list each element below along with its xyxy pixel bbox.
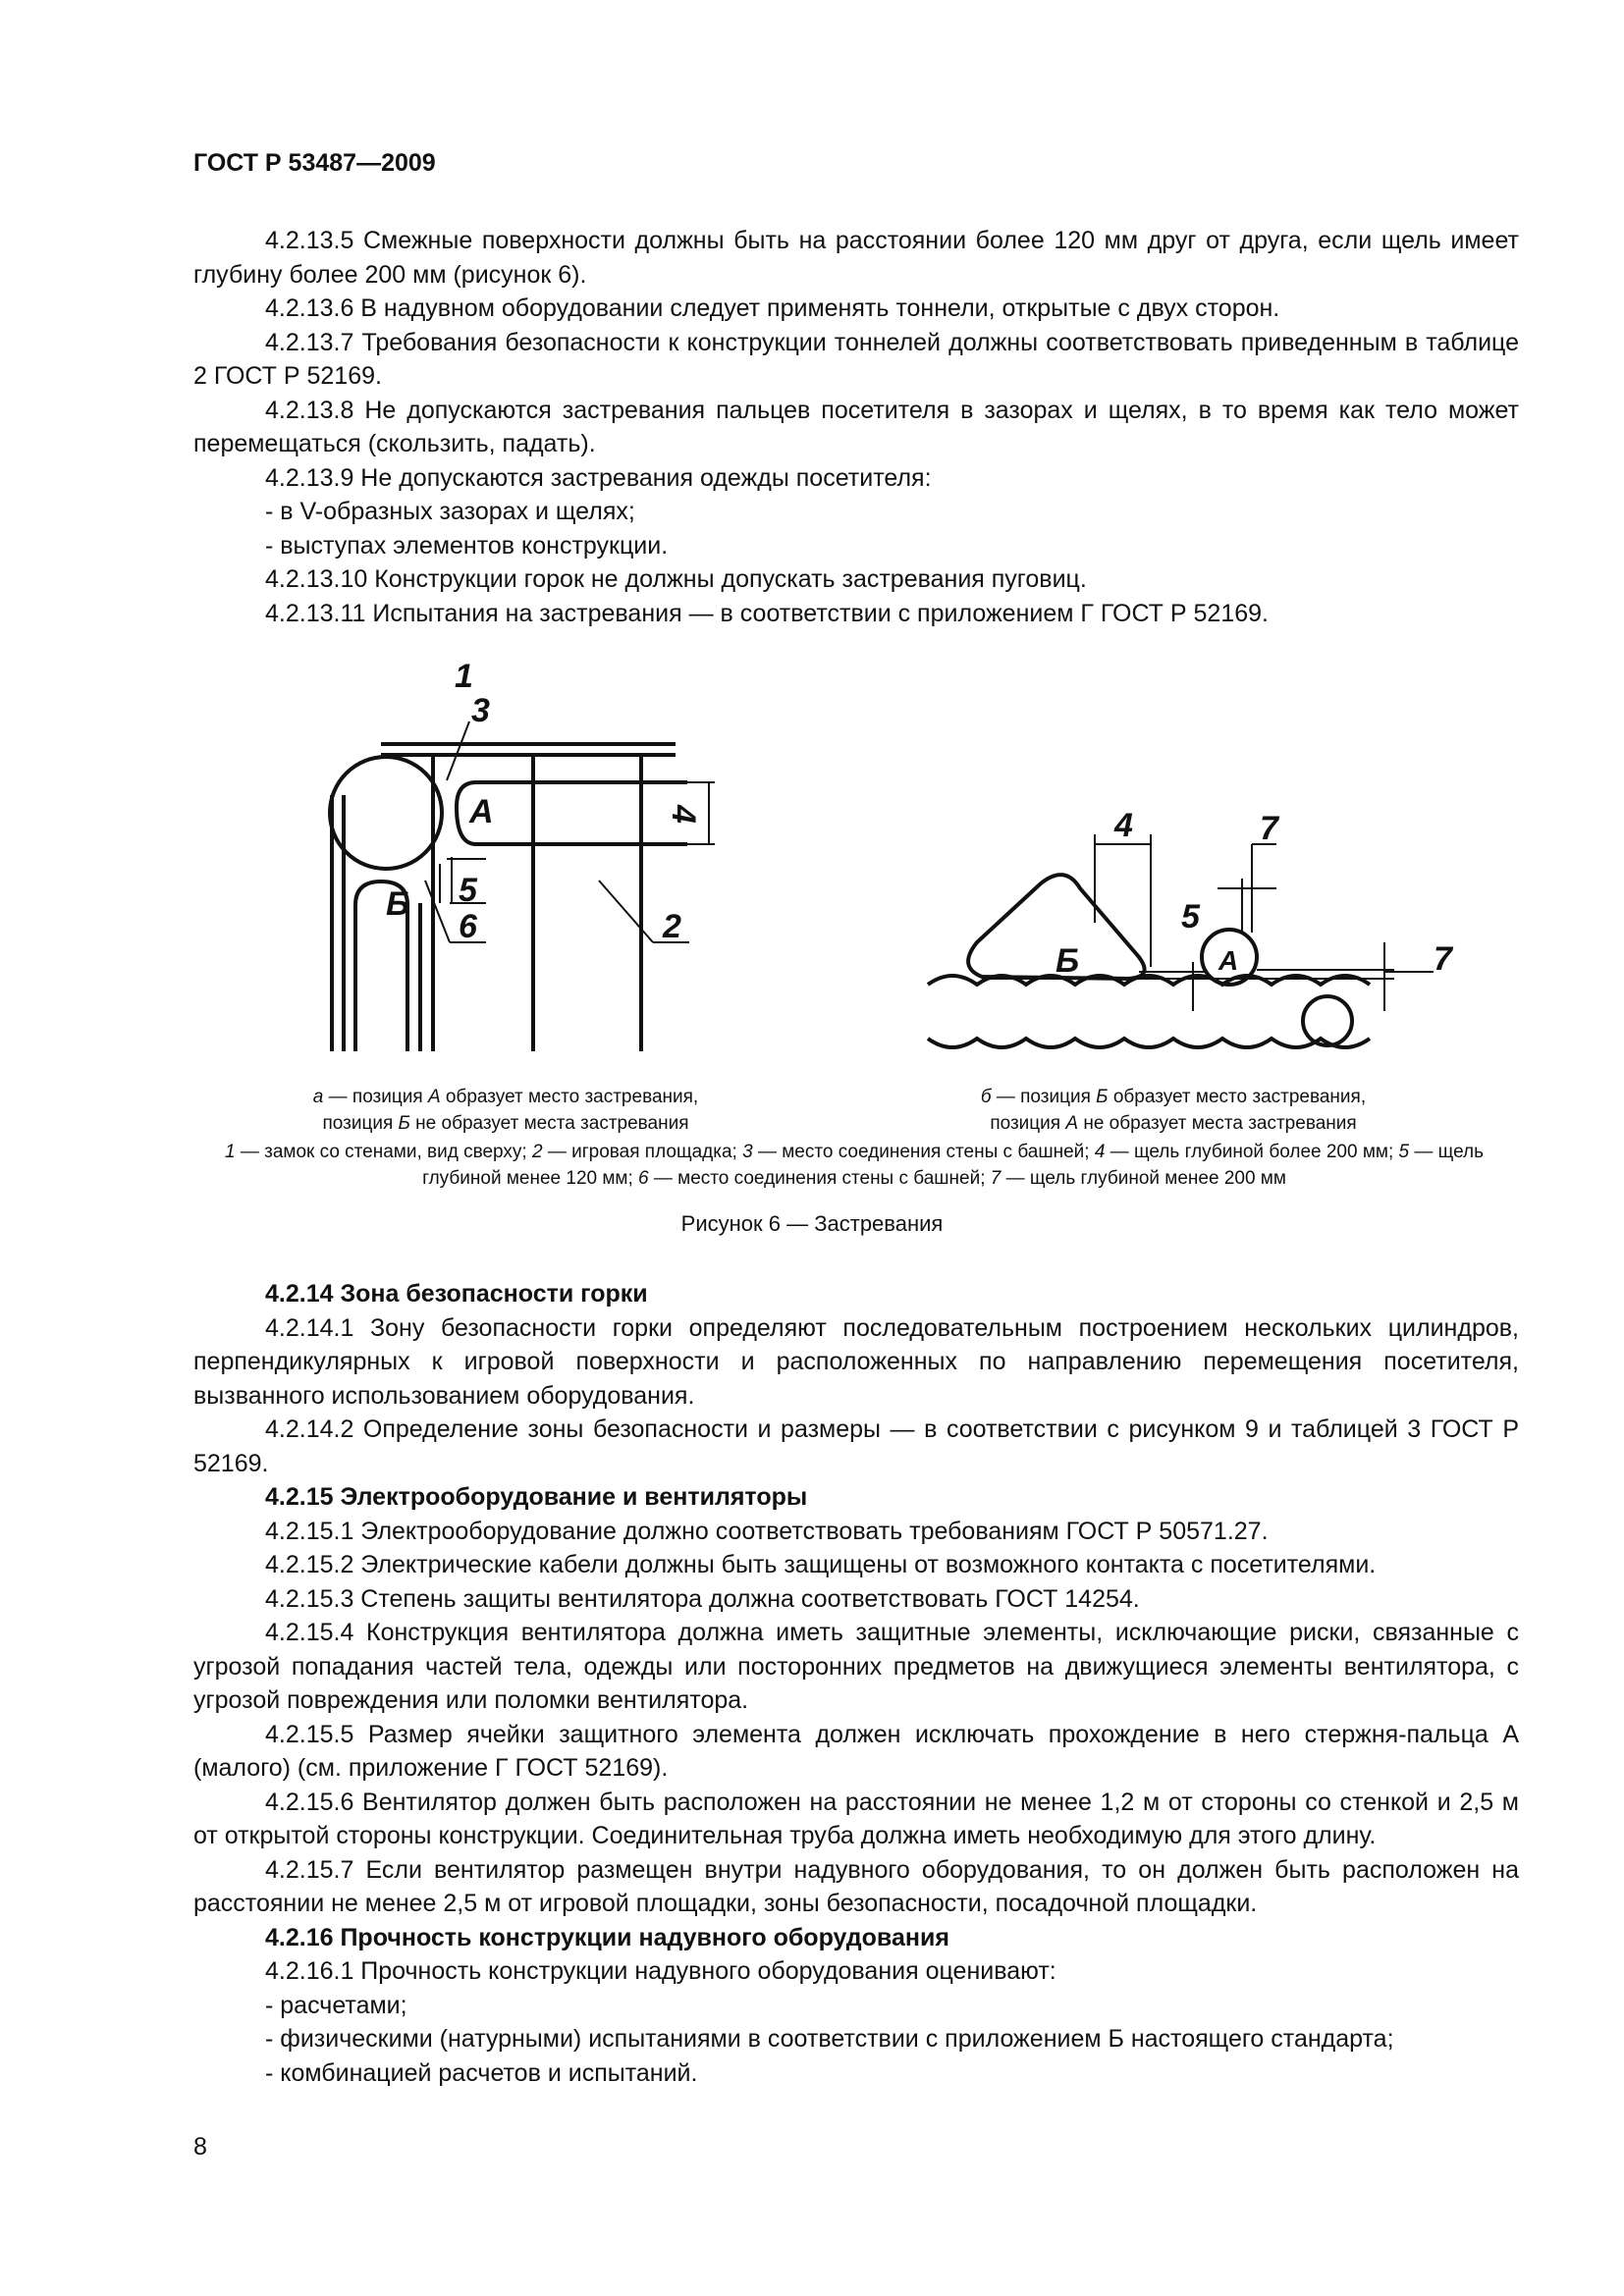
label-b-5: 5	[1181, 898, 1200, 935]
label-b-B: Б	[1056, 942, 1080, 980]
legend-text: — игровая площадка;	[542, 1142, 743, 1162]
caption-letter: а	[312, 1087, 324, 1107]
legend-text: — щель глубиной менее 120 мм;	[422, 1142, 1485, 1189]
section-heading-4-2-15: 4.2.15 Электрооборудование и вентиляторы	[265, 1483, 808, 1511]
paragraph-4-2-13-7: 4.2.13.7 Требования безопасности к конструкции тоннелей должны соответствовать приведенным в таблице 2 ГОСТ Р 52169.	[193, 328, 1519, 390]
caption-text: образует место застревания,	[440, 1087, 699, 1107]
caption-italic: А	[427, 1087, 441, 1107]
paragraph-4-2-15-4: 4.2.15.4 Конструкция вентилятора должна иметь защитные элементы, исключающие риски, связанные с угрозой попадания частей тела, одежды или посторонних предметов на движущиеся элементы вентилятора, с угрозой повреждения или поломки вентилятора.	[193, 1619, 1519, 1714]
paragraph-4-2-13-8: 4.2.13.8 Не допускаются застревания пальцев посетителя в зазорах и щелях, в то время как тело может перемещаться (скользить, падать).	[193, 396, 1519, 457]
paragraph-4-2-15-1: 4.2.15.1 Электрооборудование должно соответствовать требованиям ГОСТ Р 50571.27.	[265, 1517, 1269, 1545]
caption-italic: А	[1065, 1113, 1079, 1134]
paragraph-4-2-15-6: 4.2.15.6 Вентилятор должен быть расположен на расстоянии не менее 1,2 м от стороны со стенкой и 2,5 м от открытой стороны конструкции. Соединительная труба должна иметь необходимую для этого длину.	[193, 1788, 1519, 1849]
list-item: - выступах элементов конструкции.	[265, 531, 669, 560]
caption-letter: б	[980, 1087, 992, 1107]
paragraph-4-2-16-1: 4.2.16.1 Прочность конструкции надувного оборудования оценивают:	[265, 1957, 1056, 1985]
caption-text: не образует места застревания	[409, 1113, 689, 1134]
caption-text: — позиция	[991, 1087, 1097, 1107]
figure-title: Рисунок 6 — Застревания	[680, 1211, 944, 1236]
label-2: 2	[663, 908, 681, 945]
label-4: 4	[665, 805, 702, 824]
legend-number: 5	[1398, 1142, 1410, 1162]
label-3: 3	[471, 692, 490, 729]
figure-6-drawing	[0, 0, 1624, 1099]
list-item: - в V-образных зазорах и щелях;	[265, 498, 635, 525]
legend-number: 1	[224, 1142, 236, 1162]
caption-text: позиция	[322, 1113, 399, 1134]
caption-text: — позиция	[323, 1087, 428, 1107]
paragraph-4-2-13-6: 4.2.13.6 В надувном оборудовании следует применять тоннели, открытые с двух сторон.	[265, 294, 1280, 322]
legend-text: — место соединения стены с башней;	[752, 1142, 1095, 1162]
paragraph-4-2-15-7: 4.2.15.7 Если вентилятор размещен внутри надувного оборудования, то он должен быть расположен на расстоянии не менее 2,5 м от игровой площадки, зоны безопасности, посадочной площадки.	[193, 1855, 1519, 1917]
paragraph-4-2-13-9: 4.2.13.9 Не допускаются застревания одежды посетителя:	[265, 463, 932, 492]
paragraph-4-2-14-2: 4.2.14.2 Определение зоны безопасности и размеры — в соответствии с рисунком 9 и таблицей 3 ГОСТ Р 52169.	[193, 1415, 1519, 1477]
label-5: 5	[459, 872, 477, 909]
caption-italic: Б	[1096, 1087, 1109, 1107]
paragraph-4-2-15-2: 4.2.15.2 Электрические кабели должны быть защищены от возможного контакта с посетителями.	[265, 1551, 1377, 1578]
page-number: 8	[193, 2133, 207, 2161]
paragraph-4-2-13-11: 4.2.13.11 Испытания на застревания — в соответствии с приложением Г ГОСТ Р 52169.	[265, 599, 1269, 627]
paragraph-4-2-13-10: 4.2.13.10 Конструкции горок не должны допускать застревания пуговиц.	[265, 565, 1087, 593]
figure-b-drawing	[928, 834, 1434, 1047]
caption-figure-b	[933, 1084, 1414, 1137]
label-B: Б	[386, 885, 410, 923]
label-6: 6	[459, 908, 477, 945]
paragraph-4-2-14-1: 4.2.14.1 Зону безопасности горки определяют последовательным построением нескольких цилиндров, перпендикулярных к игровой поверхности и расположенных по направлению перемещения посетителя, вызванного использованием оборудования.	[193, 1313, 1519, 1410]
paragraph-4-2-15-3: 4.2.15.3 Степень защиты вентилятора должна соответствовать ГОСТ 14254.	[265, 1584, 1140, 1613]
label-1: 1	[455, 658, 473, 695]
figure-legend	[206, 1139, 1502, 1192]
section-heading-4-2-14: 4.2.14 Зона безопасности горки	[265, 1280, 648, 1308]
legend-text: — место соединения стены с башней;	[648, 1168, 991, 1189]
label-b-A: А	[1218, 945, 1239, 976]
caption-text: образует место застревания,	[1108, 1087, 1367, 1107]
list-item: - комбинацией расчетов и испытаний.	[265, 2058, 698, 2087]
paragraph-4-2-15-5: 4.2.15.5 Размер ячейки защитного элемента должен исключать прохождение в него стержня-пальца А (малого) (см. приложение Г ГОСТ 52169).	[193, 1720, 1519, 1782]
label-b-7-right: 7	[1434, 940, 1452, 978]
legend-number: 7	[990, 1168, 1001, 1189]
legend-text: — щель глубиной менее 200 мм	[1001, 1168, 1286, 1189]
legend-number: 6	[638, 1168, 649, 1189]
label-b-4: 4	[1114, 807, 1133, 844]
document-header: ГОСТ Р 53487—2009	[193, 149, 436, 177]
caption-figure-a	[265, 1084, 746, 1137]
label-A: А	[469, 793, 494, 830]
legend-text: — щель глубиной более 200 мм;	[1105, 1142, 1399, 1162]
text-block-bottom	[193, 1277, 1519, 2090]
legend-number: 4	[1094, 1142, 1106, 1162]
section-heading-4-2-16: 4.2.16 Прочность конструкции надувного оборудования	[265, 1923, 949, 1951]
caption-text: не образует места застревания	[1078, 1113, 1357, 1134]
label-b-7-top: 7	[1260, 810, 1278, 847]
legend-text: — замок со стенами, вид сверху;	[235, 1142, 532, 1162]
legend-number: 2	[531, 1142, 543, 1162]
legend-number: 3	[742, 1142, 753, 1162]
list-item: - расчетами;	[265, 1991, 407, 2019]
list-item: - физическими (натурными) испытаниями в соответствии с приложением Б настоящего стандарта;	[265, 2025, 1394, 2053]
caption-text: позиция	[990, 1113, 1066, 1134]
paragraph-4-2-13-5: 4.2.13.5 Смежные поверхности должны быть на расстоянии более 120 мм друг от друга, если щель имеет глубину более 200 мм (рисунок 6).	[193, 227, 1519, 289]
caption-italic: Б	[398, 1113, 410, 1134]
